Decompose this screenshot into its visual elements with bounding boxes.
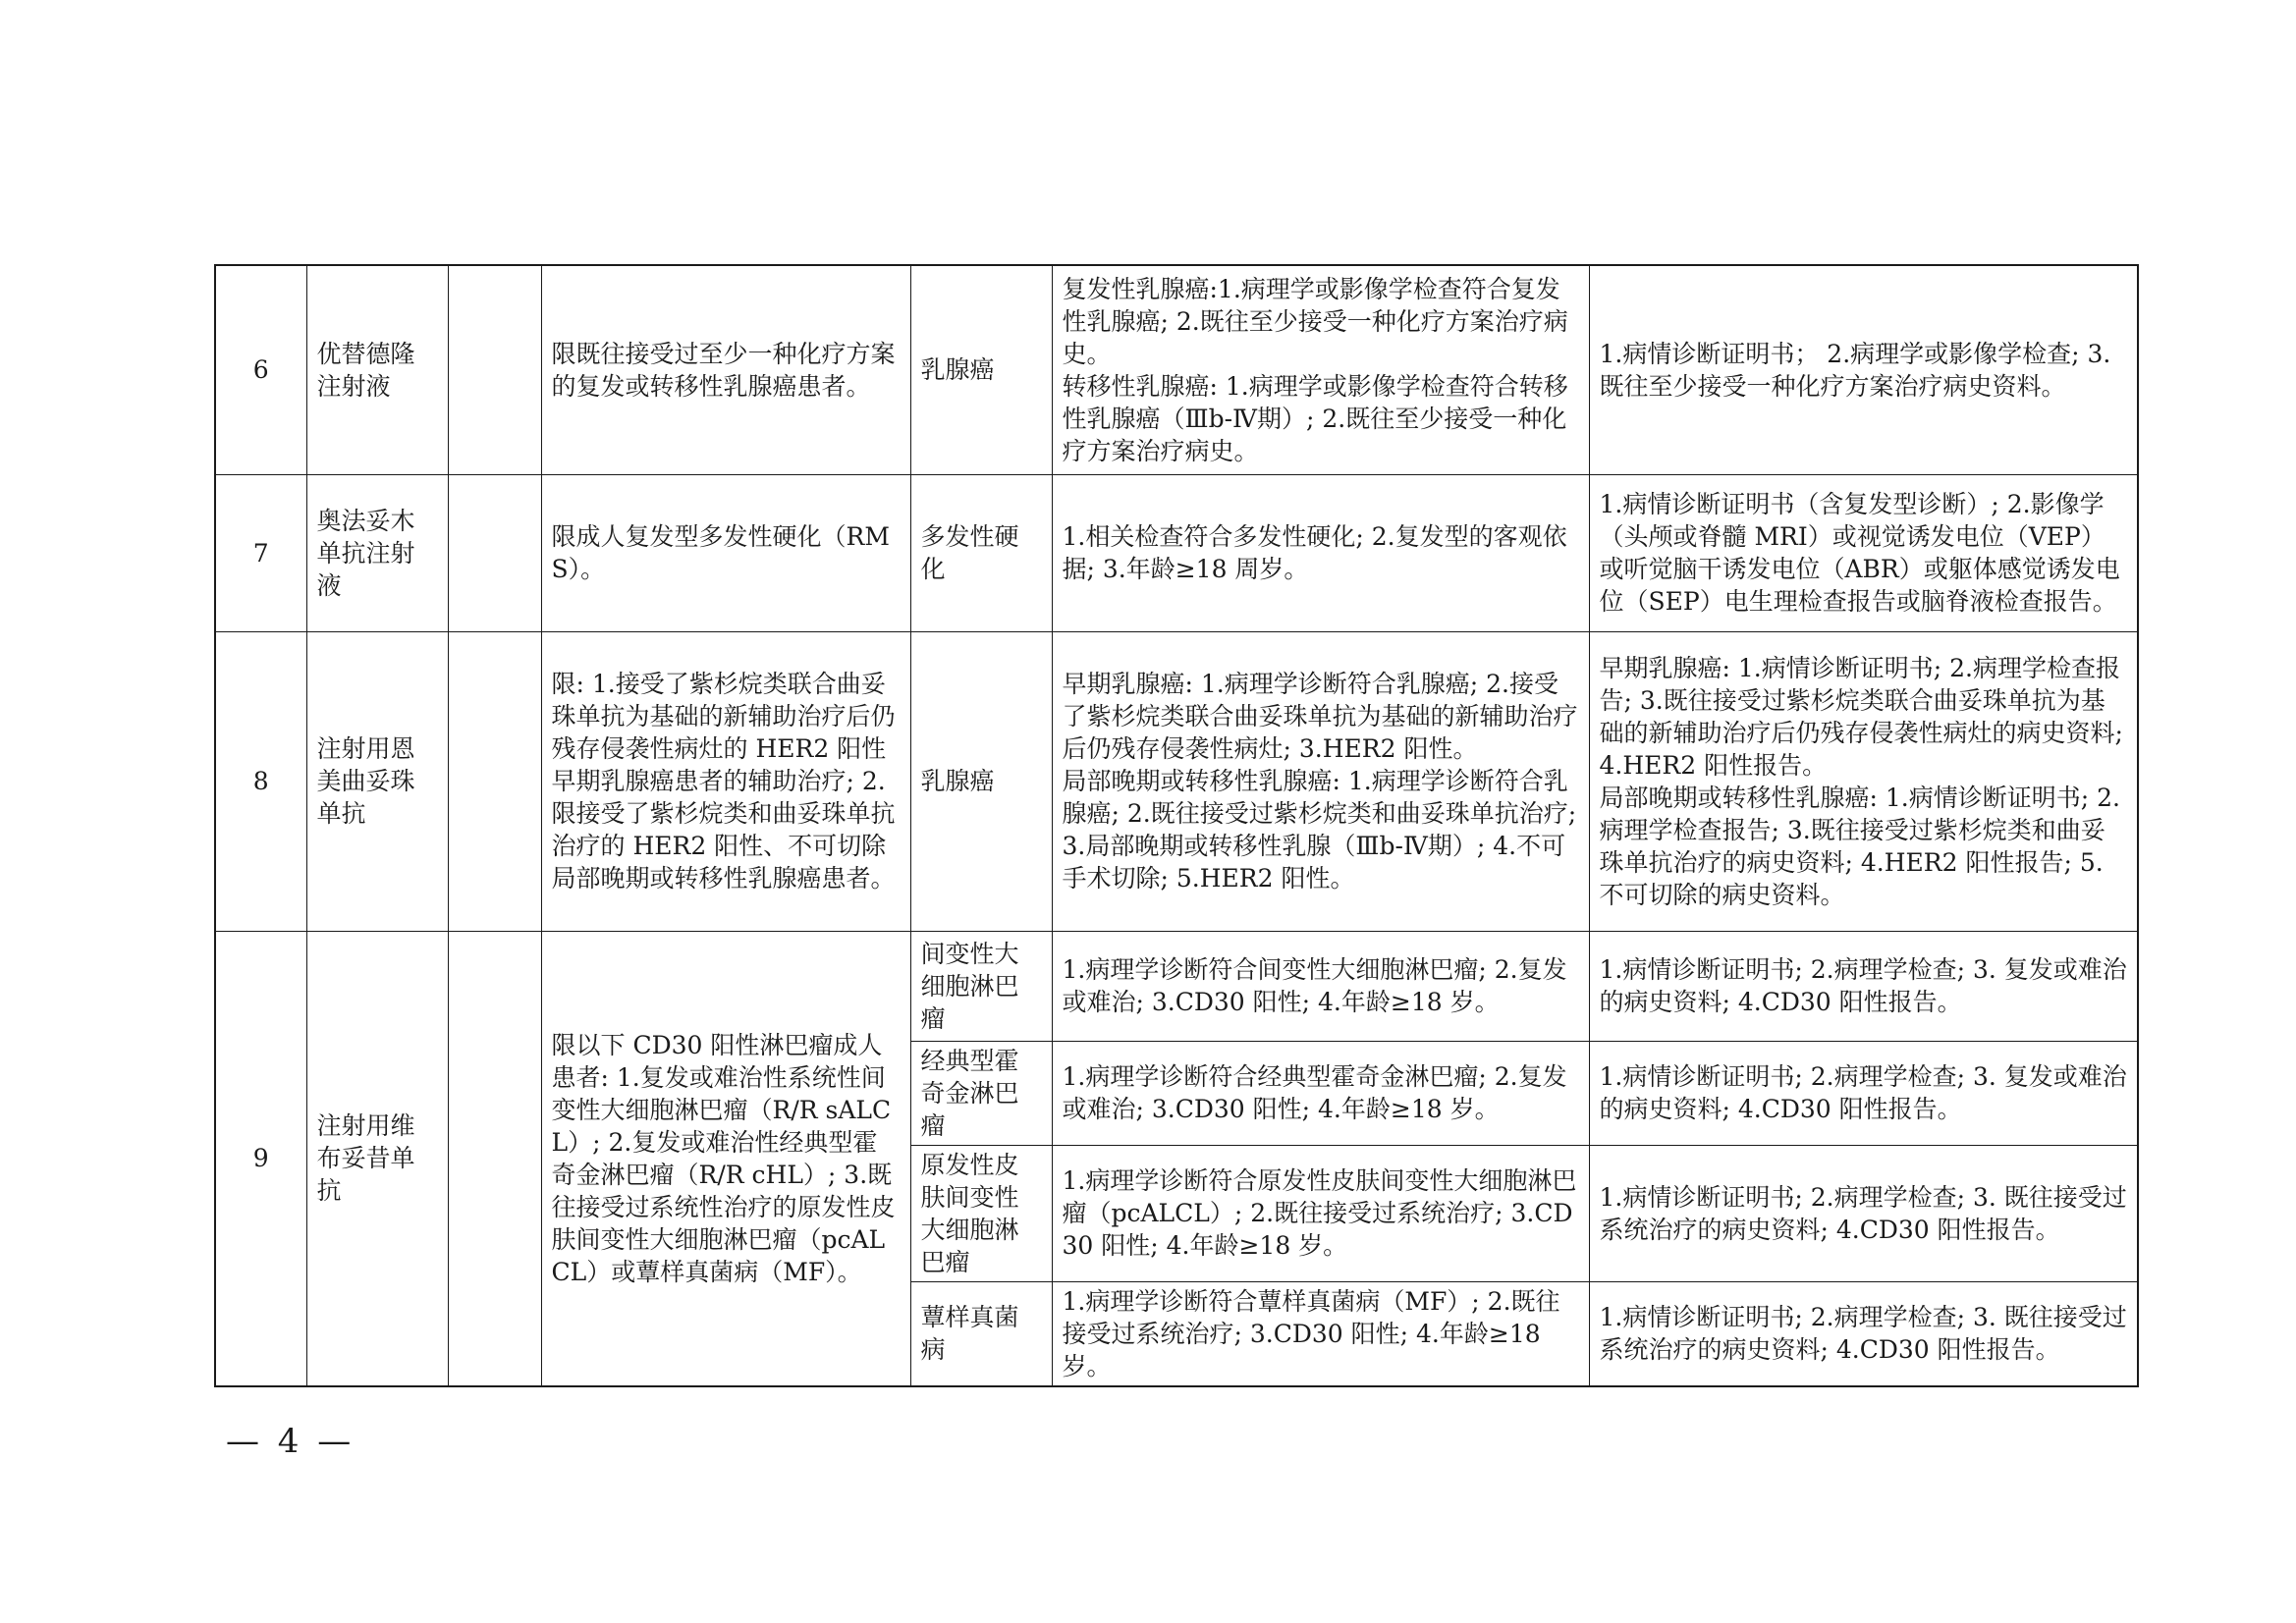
materials-paragraph: 早期乳腺癌: 1.病情诊断证明书; 2.病理学检查报告; 3.既往接受过紫杉烷类联合曲妥珠单抗为基础的新辅助治疗后仍残存侵袭性病灶的病史资料; 4.HER2 阳性报告。 [1599, 653, 2123, 780]
required-materials: 1.病情诊断证明书; 2.病理学检查; 3. 既往接受过系统治疗的病史资料; 4.CD30 阳性报告。 [1589, 1145, 2138, 1281]
drug-name: 奥法妥木单抗注射液 [306, 474, 448, 631]
required-materials: 1.病情诊断证明书; 2.病理学检查; 3. 复发或难治的病史资料; 4.CD30 阳性报告。 [1589, 1041, 2138, 1145]
page-number: — 4 — [226, 1422, 355, 1461]
review-criteria: 1.病理学诊断符合原发性皮肤间变性大细胞淋巴瘤（pcALCL）; 2.既往接受过系统治疗; 3.CD30 阳性; 4.年龄≥18 岁。 [1052, 1145, 1589, 1281]
table-row [215, 931, 2138, 1041]
required-materials: 1.病情诊断证明书; 2.病理学检查; 3. 既往接受过系统治疗的病史资料; 4.CD30 阳性报告。 [1589, 1281, 2138, 1386]
criteria-paragraph: 早期乳腺癌: 1.病理学诊断符合乳腺癌; 2.接受了紫杉烷类联合曲妥珠单抗为基础的新辅助治疗后仍残存侵袭性病灶; 3.HER2 阳性。 [1062, 670, 1578, 763]
payment-condition: 限: 1.接受了紫杉烷类联合曲妥珠单抗为基础的新辅助治疗后仍残存侵袭性病灶的 HER2 阳性早期乳腺癌患者的辅助治疗; 2.限接受了紫杉烷类和曲妥珠单抗治疗的 HER2 阳性、不可切除局部晚期或转移性乳腺癌患者。 [541, 631, 910, 931]
required-materials: 1.病情诊断证明书（含复发型诊断）; 2.影像学（头颅或脊髓 MRI）或视觉诱发电位（VEP）或听觉脑干诱发电位（ABR）或躯体感觉诱发电位（SEP）电生理检查报告或脑脊液检查报告。 [1589, 474, 2138, 631]
disease-name: 多发性硬化 [910, 474, 1052, 631]
table-row [215, 631, 2138, 931]
row-number: 6 [215, 265, 306, 474]
payment-condition: 限既往接受过至少一种化疗方案的复发或转移性乳腺癌患者。 [541, 265, 910, 474]
drug-name: 注射用维布妥昔单抗 [306, 931, 448, 1386]
disease-name: 蕈样真菌病 [910, 1281, 1052, 1386]
review-criteria [1052, 265, 1589, 474]
empty-cell [448, 931, 541, 1386]
drug-name: 优替德隆注射液 [306, 265, 448, 474]
payment-condition: 限成人复发型多发性硬化（RMS）。 [541, 474, 910, 631]
disease-name: 原发性皮肤间变性大细胞淋巴瘤 [910, 1145, 1052, 1281]
disease-name: 乳腺癌 [910, 265, 1052, 474]
criteria-paragraph: 局部晚期或转移性乳腺癌: 1.病理学诊断符合乳腺癌; 2.既往接受过紫杉烷类和曲妥珠单抗治疗; 3.局部晚期或转移性乳腺（Ⅲb-Ⅳ期）; 4.不可手术切除; 5.HER2 阳性。 [1062, 767, 1577, 893]
row-number: 7 [215, 474, 306, 631]
empty-cell [448, 265, 541, 474]
required-materials [1589, 631, 2138, 931]
review-criteria: 1.病理学诊断符合蕈样真菌病（MF）; 2.既往接受过系统治疗; 3.CD30 阳性; 4.年龄≥18 岁。 [1052, 1281, 1589, 1386]
required-materials: 1.病情诊断证明书； 2.病理学或影像学检查; 3.既往至少接受一种化疗方案治疗病史资料。 [1589, 265, 2138, 474]
disease-name: 乳腺癌 [910, 631, 1052, 931]
criteria-paragraph: 复发性乳腺癌:1.病理学或影像学检查符合复发性乳腺癌; 2.既往至少接受一种化疗方案治疗病史。 [1062, 274, 1568, 368]
drug-name: 注射用恩美曲妥珠单抗 [306, 631, 448, 931]
materials-paragraph: 局部晚期或转移性乳腺癌: 1.病情诊断证明书; 2.病理学检查报告; 3.既往接受过紫杉烷类和曲妥珠单抗治疗的病史资料; 4.HER2 阳性报告; 5.不可切除的病史资料。 [1599, 783, 2120, 909]
review-criteria [1052, 631, 1589, 931]
row-number: 8 [215, 631, 306, 931]
table-row [215, 474, 2138, 631]
payment-condition: 限以下 CD30 阳性淋巴瘤成人患者: 1.复发或难治性系统性间变性大细胞淋巴瘤（R/R sALCL）; 2.复发或难治性经典型霍奇金淋巴瘤（R/R cHL）; 3.既往接受过系统性治疗的原发性皮肤间变性大细胞淋巴瘤（pcALCL）或蕈样真菌病（MF）。 [541, 931, 910, 1386]
review-criteria: 1.病理学诊断符合间变性大细胞淋巴瘤; 2.复发或难治; 3.CD30 阳性; 4.年龄≥18 岁。 [1052, 931, 1589, 1041]
empty-cell [448, 631, 541, 931]
review-criteria: 1.相关检查符合多发性硬化; 2.复发型的客观依据; 3.年龄≥18 周岁。 [1052, 474, 1589, 631]
criteria-paragraph: 转移性乳腺癌: 1.病理学或影像学检查符合转移性乳腺癌（Ⅲb-Ⅳ期）; 2.既往至少接受一种化疗方案治疗病史。 [1062, 371, 1568, 465]
empty-cell [448, 474, 541, 631]
disease-name: 经典型霍奇金淋巴瘤 [910, 1041, 1052, 1145]
drug-conditions-table [214, 264, 2139, 1387]
disease-name: 间变性大细胞淋巴瘤 [910, 931, 1052, 1041]
table-row [215, 265, 2138, 474]
row-number: 9 [215, 931, 306, 1386]
required-materials: 1.病情诊断证明书; 2.病理学检查; 3. 复发或难治的病史资料; 4.CD30 阳性报告。 [1589, 931, 2138, 1041]
review-criteria: 1.病理学诊断符合经典型霍奇金淋巴瘤; 2.复发或难治; 3.CD30 阳性; 4.年龄≥18 岁。 [1052, 1041, 1589, 1145]
